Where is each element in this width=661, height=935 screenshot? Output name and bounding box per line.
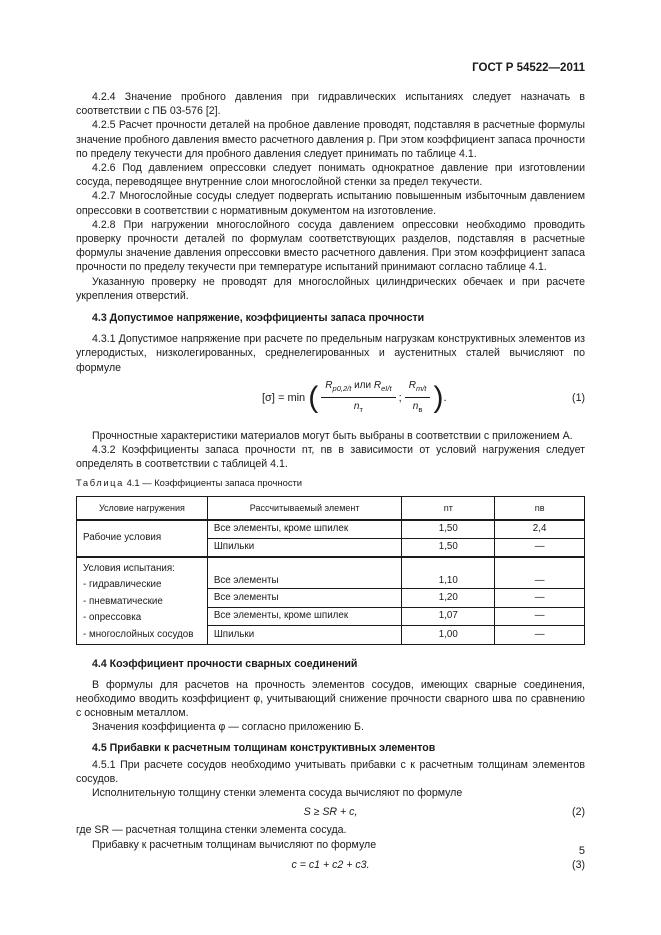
formula-3 (76, 858, 585, 872)
table-cell: — (495, 589, 585, 607)
paragraph-4-5-formula3-intro: Прибавку к расчетным толщинам вычисляют по формуле (92, 838, 377, 851)
table-cell: 1,20 (402, 589, 495, 607)
paragraph-note: Указанную проверку не проводят для многослойных цилиндрических обечаек и при расчете укрепления отверстий. (76, 275, 585, 302)
formula-1-number: (1) (572, 391, 585, 404)
formula-3-expression: c = c1 + c2 + c3. (291, 858, 370, 871)
formula-1-fraction-1: $\frac{R_{p0,2/t} или R_{eI/t}}{n_т}$ (321, 379, 395, 417)
doc-code-header: ГОСТ Р 54522—2011 (472, 62, 585, 74)
table-cell: Шпильки (207, 626, 402, 644)
table-cell: 2,4 (495, 520, 585, 539)
table-row (77, 557, 585, 589)
paragraph-4-2-8: 4.2.8 При нагружении многослойного сосуда давлением опрессовки необходимо проводить проверку прочности деталей по формулам соответствующих разделов, подставляя в расчетные формулы значение давления опрессовки вместо расчетного давления. При этом коэффициент запаса прочности по пределу текучести при температуре испытаний принимают согласно таблице 4.1. (76, 218, 585, 274)
formula-1-open-paren: ( (308, 381, 319, 415)
table-cell: Шпильки (207, 538, 402, 557)
paragraph-4-4-2: Значения коэффициента φ — согласно приложению Б. (92, 721, 364, 734)
table-cell: 1,00 (402, 626, 495, 644)
formula-1: [σ] = min ( $\frac{R_{p0,2/t} или R_{eI/t}}{n_т}$ ; $\frac{R_{m/t}}{n_в}$ ). (1) (76, 377, 585, 423)
table-cell: Все элементы (207, 589, 402, 607)
section-4-3-title: 4.3 Допустимое напряжение, коэффициенты запаса прочности (92, 312, 425, 325)
table-cell: — (495, 607, 585, 625)
table-header-condition: Условие нагружения (77, 496, 208, 520)
section-4-4-title: 4.4 Коэффициент прочности сварных соединений (92, 657, 358, 670)
formula-1-lhs: [σ] = min (262, 391, 306, 404)
formula-1-separator: ; (398, 391, 402, 404)
formula-2 (76, 805, 585, 819)
table-cell: 1,07 (402, 607, 495, 625)
table-cell: — (495, 538, 585, 557)
table-cell: Все элементы, кроме шпилек (207, 520, 402, 539)
table-cell: 1,50 (402, 520, 495, 539)
table-cell: 1,10 (402, 557, 495, 589)
paragraph-4-2-6: 4.2.6 Под давлением опрессовки следует понимать однократное давление при изготовлении сосуда, переводящее внутренние слои многослойной стенки за предел текучести. (76, 162, 585, 189)
table-cell: Все элементы (207, 557, 402, 589)
formula-1-close-paren: ) (433, 381, 444, 415)
table-cell: 1,50 (402, 538, 495, 557)
page-number: 5 (578, 845, 585, 857)
table-row (77, 520, 585, 539)
page-content (76, 90, 585, 872)
table-cell: Все элементы, кроме шпилек (207, 607, 402, 625)
table-cell: — (495, 557, 585, 589)
table-cell: — (495, 626, 585, 644)
table-cell-condition: Рабочие условия (77, 520, 208, 557)
paragraph-4-4-1: В формулы для расчетов на прочность элементов сосудов, имеющих сварные соединения, необходимо вводить коэффициент φ, учитывающий снижение прочности сварного шва по сравнению с основным металлом. (76, 678, 585, 720)
paragraph-where: где SR — расчетная толщина стенки элемента сосуда. (76, 824, 347, 837)
paragraph-4-2-4: 4.2.4 Значение пробного давления при гидравлических испытаниях следует назначать в соответствии с ПБ 03-576 [2]. (76, 91, 585, 118)
paragraph-4-5-1-formula-intro: Исполнительную толщину стенки элемента сосуда вычисляют по формуле (92, 787, 463, 800)
formula-1-fraction-2: $\frac{R_{m/t}}{n_в}$ (405, 379, 431, 417)
paragraph-4-2-5: 4.2.5 Расчет прочности деталей на пробное давление проводят, подставляя в расчетные формулы значение пробного давления вместо расчетного давления р. При этом коэффициент запаса прочности по пределу текучести для пробного давления следует принимать по таблице 4.1. (76, 119, 585, 160)
table-header-nt: nт (402, 496, 495, 520)
section-4-5-title: 4.5 Прибавки к расчетным толщинам конструктивных элементов (92, 741, 436, 754)
formula-2-expression: S ≥ SR + c, (303, 806, 358, 819)
table-cell-test-conditions: Условия испытания: - гидравлические - пневматические - опрессовка - многослойных сосудов (77, 557, 208, 644)
table-header-row (77, 496, 585, 520)
paragraph-4-2-7: 4.2.7 Многослойные сосуды следует подвергать испытанию повышенным избыточным давлением опрессовки в соответствии с нормативным документом на изготовление. (76, 190, 585, 217)
table-caption: Таблица 4.1 — Коэффициенты запаса прочности (76, 477, 303, 489)
table-header-element: Рассчитываемый элемент (207, 496, 402, 520)
paragraph-4-5-1: 4.5.1 При расчете сосудов необходимо учитывать прибавки с к расчетным толщинам элементов сосудов. (76, 758, 585, 786)
paragraph-4-3-1-note: Прочностные характеристики материалов могут быть выбраны в соответствии с приложением А. (92, 429, 573, 442)
formula-2-number: (2) (572, 806, 585, 819)
formula-3-number: (3) (572, 858, 585, 871)
table-header-nv: nв (495, 496, 585, 520)
paragraph-4-3-2: 4.3.2 Коэффициенты запаса прочности nт, nв в зависимости от условий нагружения следует определять в соответствии с таблицей 4.1. (76, 444, 585, 471)
safety-factors-table (76, 496, 585, 645)
paragraph-4-3-1: 4.3.1 Допустимое напряжение при расчете по предельным нагрузкам конструктивных элементов из углеродистых, низколегированных, среднелегированных и аустенитных сталей вычисляют по формуле (76, 333, 585, 374)
